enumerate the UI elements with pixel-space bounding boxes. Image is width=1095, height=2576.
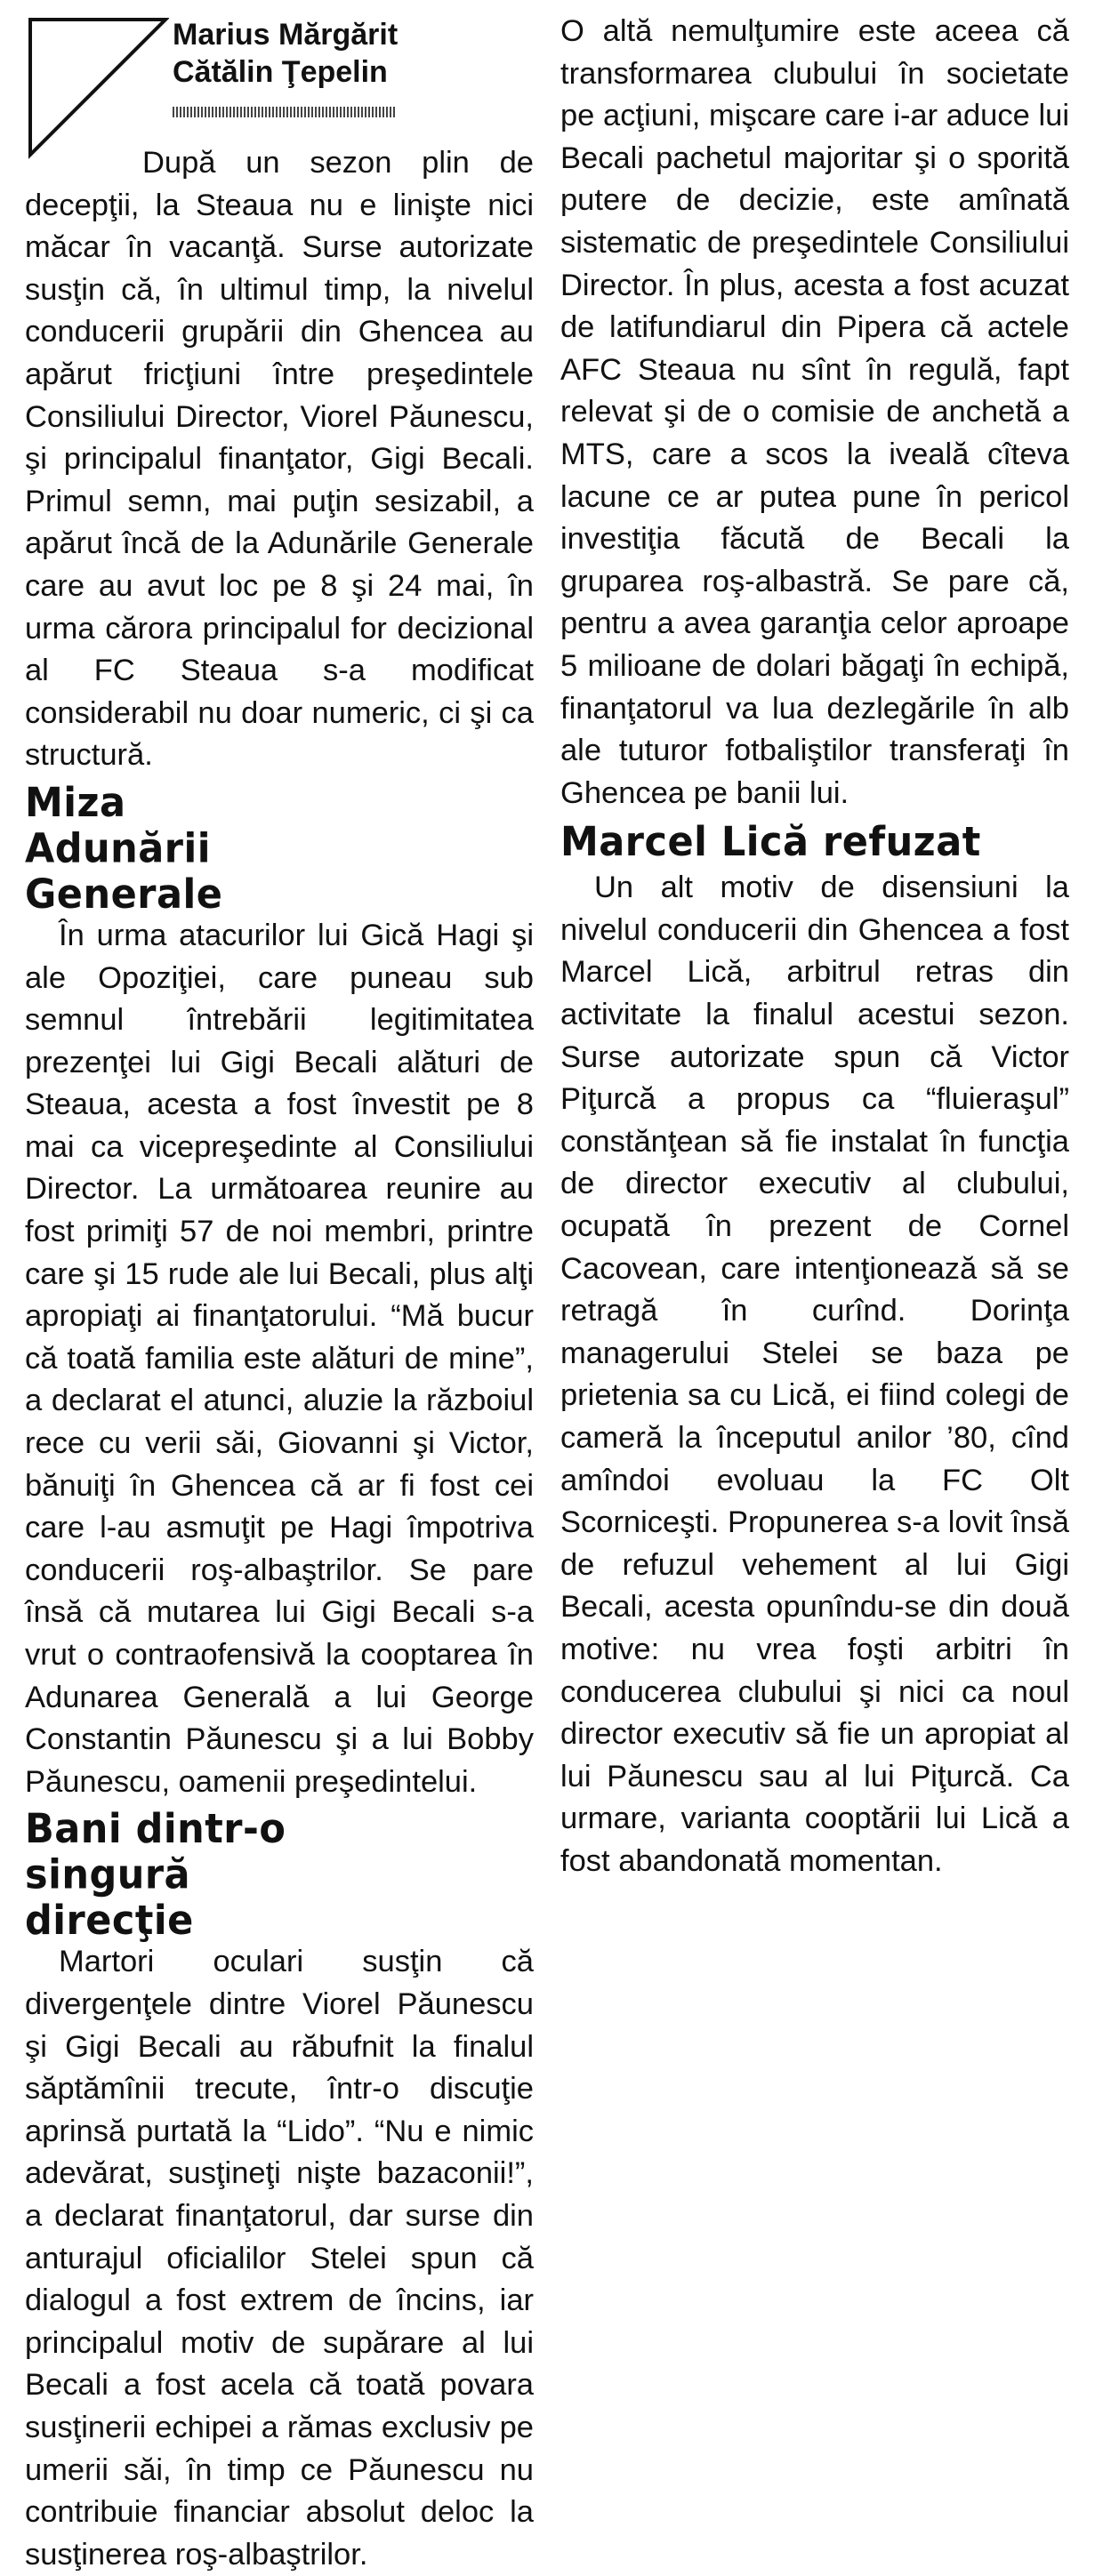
subheading: Bani dintr-o singură direcţie bbox=[25, 1806, 286, 1945]
body-paragraph: O altă nemulţumire este aceea că transformarea clubului în societate pe acţiuni, mişcare care i-ar aduce lui Becali pachetul majoritar şi o sporită putere de decizie, este amînată sistematic de preşedintele Consiliului Director. În plus, acesta a fost acuzat de latifundiarul din Pipera că actele AFC Steaua nu sînt în regulă, fapt relevat şi de o comisie de anchetă a MTS, care a scos la iveală cîteva lacune ce ar putea pune în pericol investiţia făcută de Becali la gruparea roş-albastră. Se pare că, pentru a avea garanţia celor aproape 5 milioane de dolari băgaţi în echipă, finanţatorul va lua dezlegările în alb ale tuturor fotbaliştilor transferaţi în Ghencea pe banii lui. bbox=[560, 14, 1069, 810]
body-paragraph: În urma atacurilor lui Gică Hagi şi ale Opoziţiei, care puneau sub semnul întrebării legitimitatea prezenţei lui Gigi Becali alături de Steaua, acesta a fost învestit pe 8 mai ca vicepreşedinte al Consiliului Director. La următoarea reunire au fost primiţi 57 de noi membri, printre care şi 15 rude ale lui Becali, plus alţi apropiaţi ai finanţatorului. “Mă bucur că toată familia este alături de mine”, a declarat el atunci, aluzie la războiul rece cu verii săi, Giovanni şi Victor, bănuiţi în Ghencea că ar fi fost cei care l-au asmuţit pe Hagi împotriva conducerii roş-albaştrilor. Se pare însă că mutarea lui Gigi Becali s-a vrut o contraofensivă la cooptarea în Adunarea Generală a lui George Constantin Păunescu şi a lui Bobby Păunescu, oamenii preşedintelui. bbox=[25, 918, 534, 1799]
subheading: Marcel Lică refuzat bbox=[560, 819, 981, 866]
author-name: Marius Mărgărit bbox=[173, 18, 399, 52]
article-column-left bbox=[25, 142, 534, 2576]
corner-triangle-ornament bbox=[27, 18, 169, 160]
subheading: Miza Adunării Generale bbox=[25, 779, 223, 919]
article-column-right bbox=[560, 11, 1069, 1883]
author-name: Cătălin Ţepelin bbox=[173, 55, 388, 89]
byline bbox=[173, 16, 546, 91]
byline-rule bbox=[173, 107, 395, 117]
intro-paragraph: După un sezon plin de decepţii, la Steaua nu e linişte nici măcar în vacanţă. Surse autorizate susţin că, în ultimul timp, la nivelul conducerii grupării din Ghencea au apărut fricţiuni între preşedintele Consiliului Director, Viorel Păunescu, şi principalul finanţator, Gigi Becali. Primul semn, mai puţin sesizabil, a apărut încă de la Adunările Generale care au avut loc pe 8 şi 24 mai, în urma cărora principalul for decizional al FC Steaua s-a modificat considerabil nu doar numeric, ci şi ca structură. bbox=[25, 146, 534, 773]
body-paragraph: Un alt motiv de disensiuni la nivelul conducerii din Ghencea a fost Marcel Lică, arbitrul retras din activitate la finalul acestui sezon. Surse autorizate spun că Victor Piţurcă a propus ca “fluieraşul” constănţean să fie instalat în funcţia de director executiv al clubului, ocupată în prezent de Cornel Cacovean, care intenţionează să se retragă în curînd. Dorinţa managerului Stelei se baza pe prietenia sa cu Lică, ei fiind colegi de cameră la începutul anilor ’80, cînd amîndoi evoluau la FC Olt Scorniceşti. Propunerea s-a lovit însă de refuzul vehement al lui Gigi Becali, acesta opunîndu-se din două motive: nu vrea foşti arbitri în conducerea clubului şi nici ca noul director executiv să fie un apropiat al lui Păunescu sau al lui Piţurcă. Ca urmare, varianta cooptării lui Lică a fost abandonată momentan. bbox=[560, 871, 1069, 1878]
body-paragraph: Martori oculari susţin că divergenţele dintre Viorel Păunescu şi Gigi Becali au răbufnit la finalul săptămînii trecute, într-o discuţie aprinsă purtată la “Lido”. “Nu e nimic adevărat, susţineţi nişte bazaconii!”, a declarat finanţatorul, dar surse din anturajul oficialilor Stelei spun că dialogul a fost extrem de încins, iar principalul motiv de supărare al lui Becali a fost acela că toată povara susţinerii echipei a rămas exclusiv pe umerii săi, în timp ce Păunescu nu contribuie financiar absolut deloc la susţinerea roş-albaştrilor. bbox=[25, 1945, 534, 2572]
